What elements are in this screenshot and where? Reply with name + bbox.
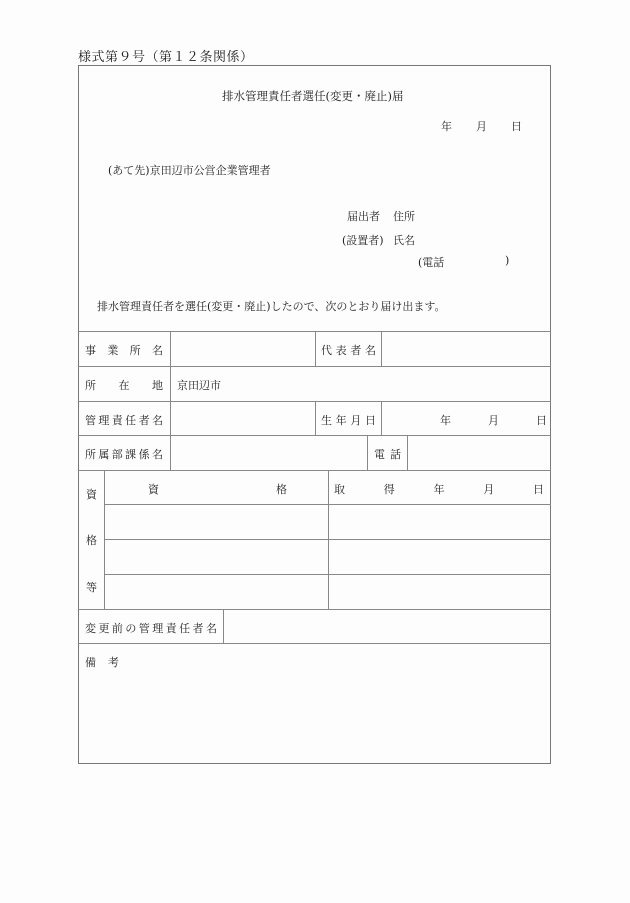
previous-manager-field[interactable]: [224, 610, 550, 643]
address-label: 住所: [393, 210, 415, 223]
remarks-field[interactable]: [79, 672, 550, 763]
acquisition-date-field-1[interactable]: [329, 505, 550, 539]
remarks-label-2: 考: [108, 656, 119, 669]
phone-field[interactable]: [408, 436, 550, 470]
acquisition-date-field-3[interactable]: [329, 575, 550, 609]
date-month: 月: [476, 120, 487, 133]
manager-name-label: 管 理 責 任 者 名: [85, 414, 163, 427]
name-label: 氏名: [393, 234, 415, 247]
representative-label: 代 表 者 名: [321, 344, 376, 357]
location-label: 所 在 地: [85, 379, 163, 392]
qual-side-3: 等: [86, 581, 97, 594]
remarks-label-1: 備: [85, 656, 96, 669]
qual-header-2: 格: [276, 483, 287, 496]
installer-label: (設置者): [342, 234, 384, 247]
acquisition-date-field-2[interactable]: [329, 540, 550, 574]
date-year: 年: [441, 120, 452, 133]
representative-field[interactable]: [382, 332, 550, 366]
previous-manager-label: 変 更 前 の 管 理 責 任 者 名: [85, 622, 217, 635]
addressee: (あて先)京田辺市公営企業管理者: [108, 164, 271, 177]
phone-label: (電話: [418, 256, 445, 269]
department-field[interactable]: [171, 436, 367, 470]
manager-name-field[interactable]: [171, 402, 315, 435]
form-number: 様式第９号（第１２条関係）: [78, 50, 254, 65]
phone-table-label: 電 話: [374, 448, 401, 461]
qualification-field-3[interactable]: [105, 575, 328, 609]
location-value[interactable]: 京田辺市: [177, 379, 221, 392]
phone-close: ): [505, 254, 510, 267]
date-day: 日: [511, 120, 522, 133]
qual-header-1: 資: [148, 483, 159, 496]
birth-day: 日: [536, 414, 547, 427]
office-name-field[interactable]: [171, 332, 315, 366]
qual-side-1: 資: [86, 488, 97, 501]
birth-year: 年: [440, 414, 451, 427]
qualification-field-2[interactable]: [105, 540, 328, 574]
office-name-label: 事 業 所 名: [85, 344, 163, 357]
form-title: 排水管理責任者選任(変更・廃止)届: [222, 89, 404, 103]
acquisition-date-header: 取 得 年 月 日: [334, 483, 544, 496]
statement: 排水管理責任者を選任(変更・廃止)したので、次のとおり届け出ます。: [97, 300, 446, 313]
applicant-label: 届出者: [347, 210, 380, 223]
department-label: 所 属 部 課 係 名: [85, 448, 163, 461]
qual-side-2: 格: [86, 534, 97, 547]
birth-month: 月: [488, 414, 499, 427]
qualification-field-1[interactable]: [105, 505, 328, 539]
birth-date-label: 生 年 月 日: [321, 414, 376, 427]
